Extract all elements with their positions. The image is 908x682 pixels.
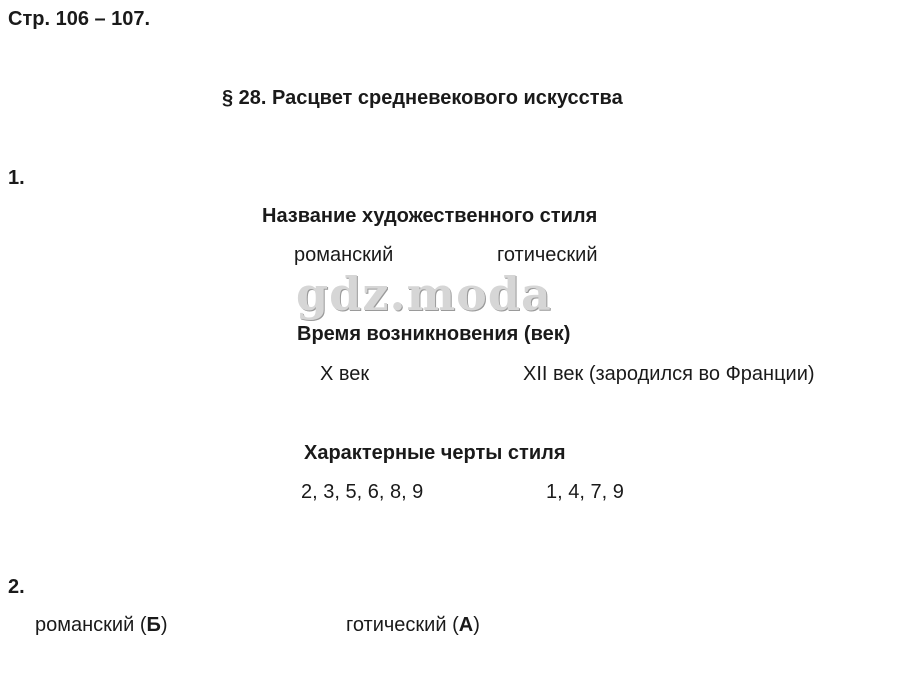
time-gothic: XII век (зародился во Франции): [523, 363, 815, 385]
answer-romanesque-close: ): [160, 614, 168, 636]
section-title: § 28. Расцвет средневекового искусства: [222, 87, 623, 109]
answer-romanesque-label: романский (: [35, 614, 147, 636]
answer-romanesque: [35, 614, 168, 637]
answer-gothic-letter: А: [458, 614, 474, 636]
answer-romanesque-letter: Б: [146, 614, 161, 636]
time-romanesque: X век: [320, 363, 370, 385]
page-range-header: Стр. 106 – 107.: [8, 8, 151, 30]
task-1-number: 1.: [8, 167, 25, 189]
task-2-number: 2.: [8, 576, 25, 598]
time-heading: Время возникновения (век): [297, 323, 571, 345]
style-romanesque: романский: [294, 244, 394, 266]
answer-gothic-close: ): [473, 614, 480, 636]
features-gothic: 1, 4, 7, 9: [546, 481, 624, 503]
answer-gothic-label: готический (: [346, 614, 459, 636]
features-romanesque: 2, 3, 5, 6, 8, 9: [301, 481, 424, 503]
answer-gothic: [346, 614, 480, 637]
features-heading: Характерные черты стиля: [304, 442, 566, 464]
watermark-logo: gdz.moda: [296, 267, 552, 321]
style-gothic: готический: [497, 244, 598, 266]
style-name-heading: Название художественного стиля: [262, 205, 598, 227]
